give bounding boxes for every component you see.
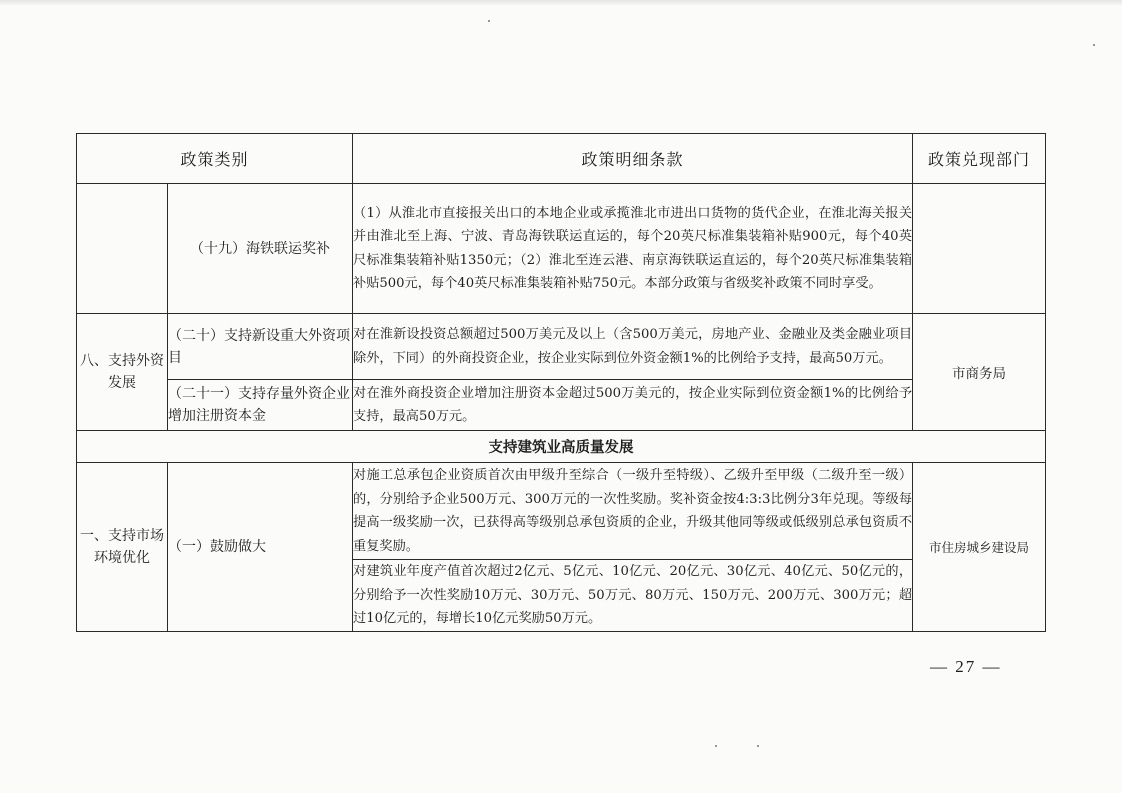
subcategory-cell: （二十一）支持存量外资企业增加注册资本金 (168, 380, 353, 431)
subcategory-cell: （二十）支持新设重大外资项目 (168, 314, 353, 380)
subcategory-cell: （一）鼓励做大 (168, 463, 353, 632)
department-cell (913, 184, 1046, 314)
detail-cell: 对在淮外商投资企业增加注册资本金超过500万美元的，按企业实际到位资金额1%的比例给予支持，最高50万元。 (353, 380, 913, 431)
table-row (77, 314, 1046, 380)
subcategory-cell: （十九）海铁联运奖补 (168, 184, 353, 314)
policy-table (76, 133, 1046, 632)
scan-speck (488, 20, 490, 22)
scan-edge (0, 0, 1122, 6)
section-row (77, 431, 1046, 463)
category-cell: 八、支持外资发展 (77, 314, 168, 431)
category-cell: 一、支持市场环境优化 (77, 463, 168, 632)
scan-speck (757, 745, 759, 747)
header-category: 政策类别 (77, 134, 353, 184)
table-row (77, 184, 1046, 314)
detail-cell: 对施工总承包企业资质首次由甲级升至综合（一级升至特级）、乙级升至甲级（二级升至一级）的，分别给予企业500万元、300万元的一次性奖励。奖补资金按4:3:3比例分3年兑现。等级每提高一级奖励一次，已获得高等级别总承包资质的企业，升级其他同等级或低级别总承包资质不重复奖励。 (353, 463, 913, 560)
scan-speck (1093, 44, 1095, 46)
table-row (77, 463, 1046, 560)
table-header-row (77, 134, 1046, 184)
section-title: 支持建筑业高质量发展 (77, 431, 1046, 463)
header-details: 政策明细条款 (353, 134, 913, 184)
department-cell: 市商务局 (913, 314, 1046, 431)
page-number: — 27 — (930, 657, 1002, 676)
table-row (77, 380, 1046, 431)
scan-speck (715, 745, 717, 747)
detail-cell: （1）从淮北市直接报关出口的本地企业或承揽淮北市进出口货物的货代企业，在淮北海关报关并由淮北至上海、宁波、青岛海铁联运直运的，每个20英尺标准集装箱补贴900元，每个40英尺标准集装箱补贴1350元；（2）淮北至连云港、南京海铁联运直运的，每个20英尺标准集装箱补贴500元，每个40英尺标准集装箱补贴750元。本部分政策与省级奖补政策不同时享受。 (353, 184, 913, 314)
header-department: 政策兑现部门 (913, 134, 1046, 184)
detail-cell: 对建筑业年度产值首次超过2亿元、5亿元、10亿元、20亿元、30亿元、40亿元、50亿元的，分别给予一次性奖励10万元、30万元、50万元、80万元、150万元、200万元、300万元；超过10亿元的，每增长10亿元奖励50万元。 (353, 560, 913, 632)
department-cell: 市住房城乡建设局 (913, 463, 1046, 632)
category-cell (77, 184, 168, 314)
detail-cell: 对在淮新设投资总额超过500万美元及以上（含500万美元，房地产业、金融业及类金融业项目除外，下同）的外商投资企业，按企业实际到位外资金额1%的比例给予支持，最高50万元。 (353, 314, 913, 380)
